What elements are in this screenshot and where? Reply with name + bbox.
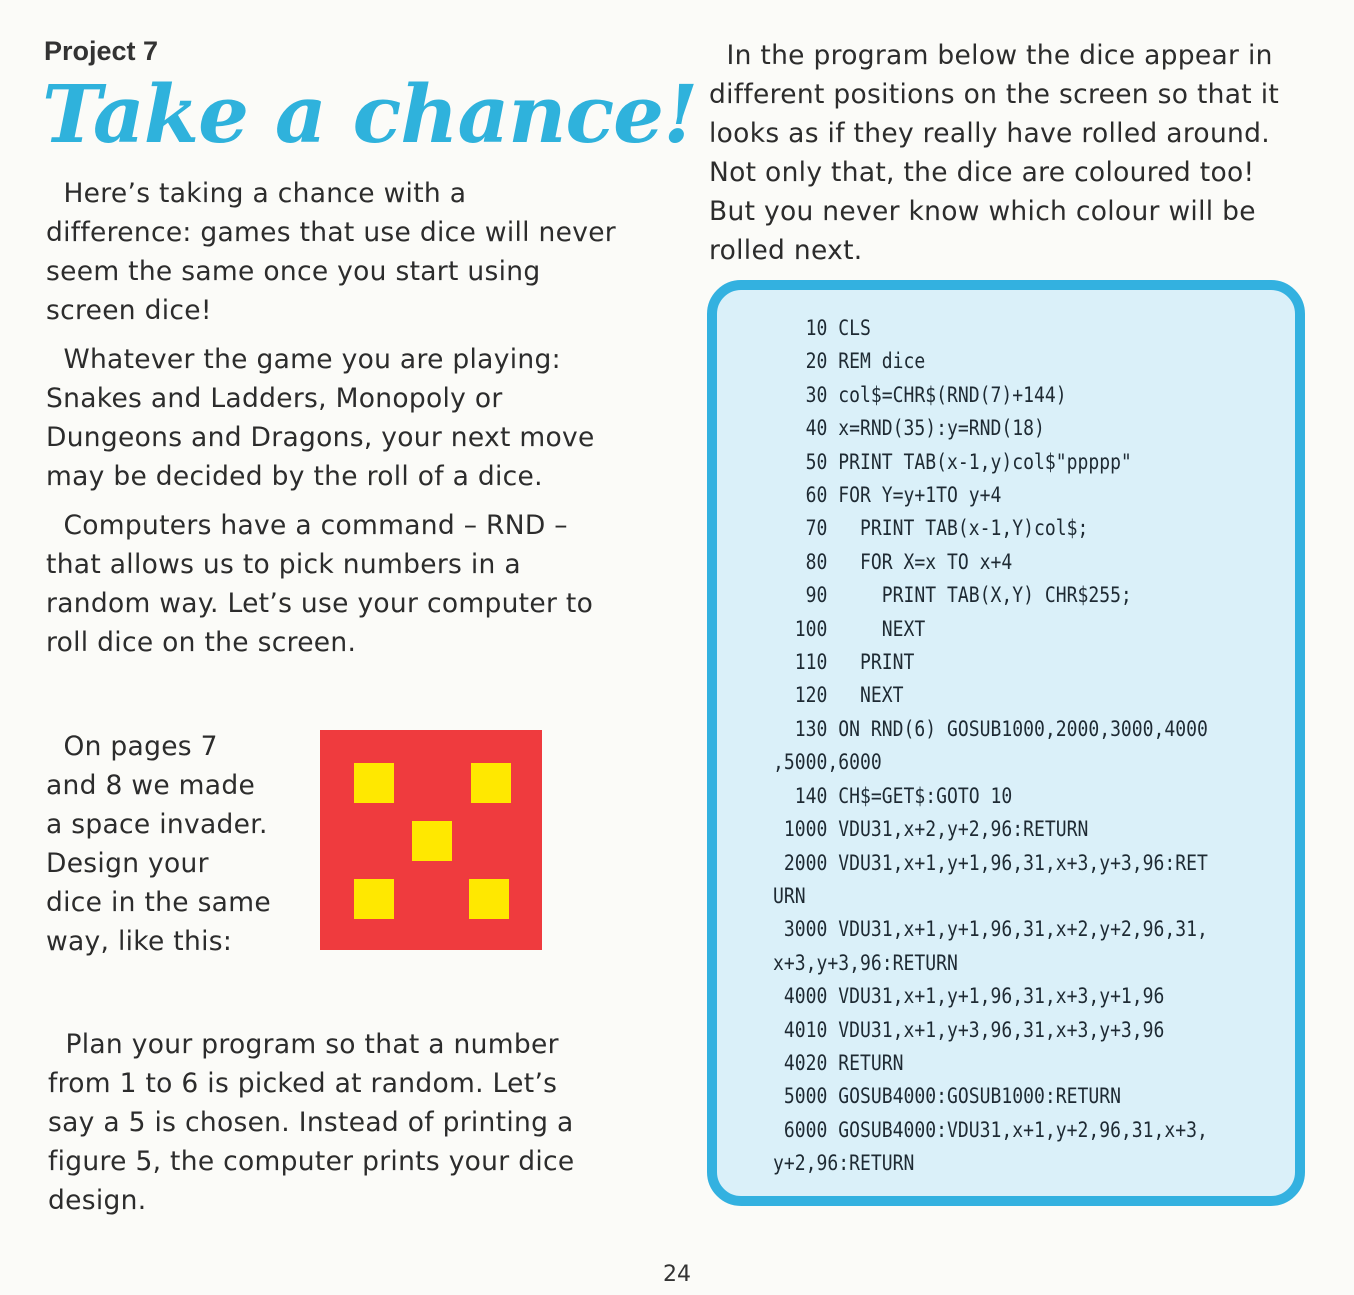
dice-pip xyxy=(354,879,394,919)
dice-pip xyxy=(354,763,394,803)
program-intro-paragraph: In the program below the dice appear in different positions on the screen so that it looks as if they really have rolled around. Not only that, the dice are coloured too! But you never know which colour will be rolled next. xyxy=(709,40,1280,266)
intro-paragraph: Here’s taking a chance with a difference: games that use dice will never seem the same once you start using screen dice! xyxy=(46,178,617,326)
dice-pip xyxy=(412,821,452,861)
plan-paragraph: Plan your program so that a number from 1 to 6 is picked at random. Let’s say a 5 is chosen. Instead of printing a figure 5, the computer prints your dice design. xyxy=(48,1029,575,1216)
page-number: 24 xyxy=(663,1262,691,1287)
program-listing-box xyxy=(707,280,1305,1206)
dice-pip xyxy=(471,763,511,803)
dice-pip xyxy=(469,879,509,919)
project-label: Project 7 xyxy=(44,36,159,66)
dice-illustration xyxy=(320,730,542,950)
design-paragraph: On pages 7 and 8 we made a space invader. Design your dice in the same way, like this: xyxy=(46,731,271,957)
program-code: 10 CLS 20 REM dice 30 col$=CHR$(RND(7)+144) 40 x=RND(35):y=RND(18) 50 PRINT TAB(x-1,y)col$"ppppp" 60 FOR Y=y+1TO y+4 70 PRINT TAB(x-1,Y)col$; 80 FOR X=x TO x+4 90 PRINT TAB(X,Y) CHR$255; 100 NEXT 110 PRINT 120 NEXT 130 ON RND(6) GOSUB1000,2000,3000,4000 ,5000,6000 140 CH$=GET$:GOTO 10 1000 VDU31,x+2,y+2,96:RETURN 2000 VDU31,x+1,y+1,96,31,x+3,y+3,96:RET URN 3000 VDU31,x+1,y+1,96,31,x+2,y+2,96,31, x+3,y+3,96:RETURN 4000 VDU31,x+1,y+1,96,31,x+3,y+1,96 4010 VDU31,x+1,y+3,96,31,x+3,y+3,96 4020 RETURN 5000 GOSUB4000:GOSUB1000:RETURN 6000 GOSUB4000:VDU31,x+1,y+2,96,31,x+3, y+2,96:RETURN xyxy=(773,316,1208,1176)
games-paragraph: Whatever the game you are playing: Snakes and Ladders, Monopoly or Dungeons and Dragons, your next move may be decided by the roll of a dice. xyxy=(46,344,595,492)
rnd-paragraph: Computers have a command – RND – that allows us to pick numbers in a random way. Let’s use your computer to roll dice on the screen. xyxy=(46,510,594,658)
page-title: Take a chance! xyxy=(42,67,698,161)
